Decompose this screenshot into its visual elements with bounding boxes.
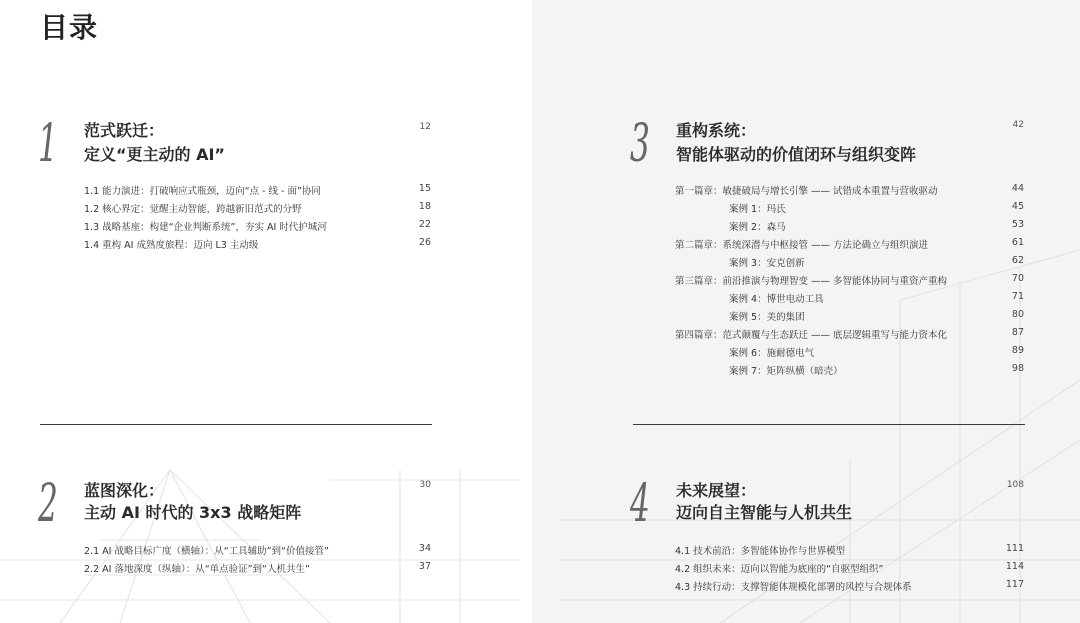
toc-item-page: 89: [1011, 345, 1024, 356]
section-number: 3: [630, 114, 650, 174]
section-title-line2: 迈向自主智能与人机共生: [676, 503, 853, 522]
toc-item-text: 1.3 战略基座：构建“企业判断系统”，夯实 AI 时代护城河: [84, 222, 327, 233]
toc-item-text: 案例 2：森马: [729, 222, 786, 233]
toc-item-text: 案例 7：矩阵纵横（暗壳）: [729, 366, 843, 377]
toc-section-2[interactable]: [36, 474, 436, 588]
section-number: 1: [38, 114, 58, 174]
toc-item-page: 15: [418, 183, 431, 194]
toc-section-3[interactable]: [628, 114, 1028, 383]
section-page-number: 108: [1006, 480, 1024, 490]
toc-item-text: 第三篇章：前沿推演与物理智变 —— 多智能体协同与重资产重构: [675, 276, 948, 287]
toc-item-text: 4.2 组织未来：迈向以智能为底座的“自驱型组织”: [675, 564, 884, 575]
toc-item-page: 111: [1005, 543, 1024, 554]
toc-item-page: 117: [1005, 579, 1024, 590]
toc-case[interactable]: [675, 201, 1024, 219]
toc-section-4[interactable]: [628, 474, 1028, 603]
section-title-line2: 主动 AI 时代的 3x3 战略矩阵: [84, 503, 302, 522]
toc-item-text: 4.3 持续行动：支撑智能体规模化部署的风控与合规体系: [675, 582, 912, 593]
toc-item-text: 第四篇章：范式颠覆与生态跃迁 —— 底层逻辑重写与能力资本化: [675, 330, 948, 341]
toc-item-text: 第一篇章：敏捷破局与增长引擎 —— 试错成本重置与营收驱动: [675, 186, 938, 197]
toc-item-text: 案例 6：施耐德电气: [729, 348, 815, 359]
section-divider: [40, 424, 432, 425]
toc-chapter[interactable]: [675, 273, 1024, 291]
toc-section-1[interactable]: [36, 114, 436, 258]
section-title-line1: 范式跃迁：: [84, 121, 165, 140]
toc-item[interactable]: [675, 579, 1024, 597]
toc-item-page: 98: [1011, 363, 1024, 374]
toc-chapter[interactable]: [675, 183, 1024, 201]
toc-case[interactable]: [675, 309, 1024, 327]
section-title-line1: 重构系统：: [676, 121, 757, 140]
toc-item-page: 22: [418, 219, 431, 230]
toc-item-text: 案例 5：美的集团: [729, 312, 805, 323]
toc-item-text: 第二篇章：系统深潜与中枢接管 —— 方法论确立与组织演进: [675, 240, 929, 251]
toc-chapter[interactable]: [675, 327, 1024, 345]
toc-item-page: 70: [1011, 273, 1024, 284]
page-title: 目录: [40, 11, 99, 44]
toc-item-text: 案例 3：安克创新: [729, 258, 805, 269]
toc-item-page: 26: [418, 237, 431, 248]
toc-case[interactable]: [675, 255, 1024, 273]
toc-case[interactable]: [675, 345, 1024, 363]
toc-item[interactable]: [675, 543, 1024, 561]
toc-item-page: 61: [1011, 237, 1024, 248]
toc-item-text: 1.1 能力演进：打破响应式瓶颈，迈向“点 - 线 - 面”协同: [84, 186, 321, 197]
toc-item-text: 2.1 AI 战略目标广度（横轴）：从“工具辅助”到“价值接管”: [84, 546, 329, 557]
toc-item[interactable]: [84, 561, 431, 579]
toc-item-page: 114: [1005, 561, 1024, 572]
toc-item-page: 45: [1011, 201, 1024, 212]
section-title-line2: 智能体驱动的价值闭环与组织变阵: [676, 145, 917, 164]
toc-item-page: 34: [418, 543, 431, 554]
toc-item-text: 2.2 AI 落地深度（纵轴）：从“单点验证”到“人机共生”: [84, 564, 310, 575]
toc-item-text: 1.2 核心界定：觉醒主动智能，跨越新旧范式的分野: [84, 204, 302, 215]
section-title-line1: 蓝图深化：: [84, 481, 165, 500]
section-divider: [633, 424, 1025, 425]
toc-item-text: 案例 4：博世电动工具: [729, 294, 824, 305]
toc-item-page: 62: [1011, 255, 1024, 266]
toc-item[interactable]: [675, 561, 1024, 579]
section-items: [675, 183, 1024, 381]
section-page-number: 12: [419, 122, 431, 132]
toc-item-page: 18: [418, 201, 431, 212]
toc-item[interactable]: [84, 543, 431, 561]
toc-item-text: 1.4 重构 AI 成熟度旅程：迈向 L3 主动级: [84, 240, 259, 251]
section-title-line2: 定义“更主动的 AI”: [84, 145, 225, 164]
toc-item-text: 4.1 技术前沿：多智能体协作与世界模型: [675, 546, 846, 557]
toc-item-page: 44: [1011, 183, 1024, 194]
toc-case[interactable]: [675, 219, 1024, 237]
section-items: [84, 543, 431, 579]
toc-item[interactable]: [84, 183, 431, 201]
section-items: [84, 183, 431, 255]
toc-item[interactable]: [84, 237, 431, 255]
toc-chapter[interactable]: [675, 237, 1024, 255]
toc-item-page: 87: [1011, 327, 1024, 338]
toc-item-page: 71: [1011, 291, 1024, 302]
section-number: 4: [630, 474, 650, 534]
section-title-line1: 未来展望：: [676, 481, 757, 500]
toc-item-page: 80: [1011, 309, 1024, 320]
toc-item[interactable]: [84, 219, 431, 237]
toc-case[interactable]: [675, 291, 1024, 309]
section-page-number: 42: [1012, 120, 1024, 130]
section-items: [675, 543, 1024, 597]
section-number: 2: [38, 474, 58, 534]
toc-item-page: 53: [1011, 219, 1024, 230]
toc-item[interactable]: [84, 201, 431, 219]
section-page-number: 30: [419, 480, 431, 490]
toc-item-text: 案例 1：玛氏: [729, 204, 786, 215]
toc-case[interactable]: [675, 363, 1024, 381]
toc-item-page: 37: [418, 561, 431, 572]
